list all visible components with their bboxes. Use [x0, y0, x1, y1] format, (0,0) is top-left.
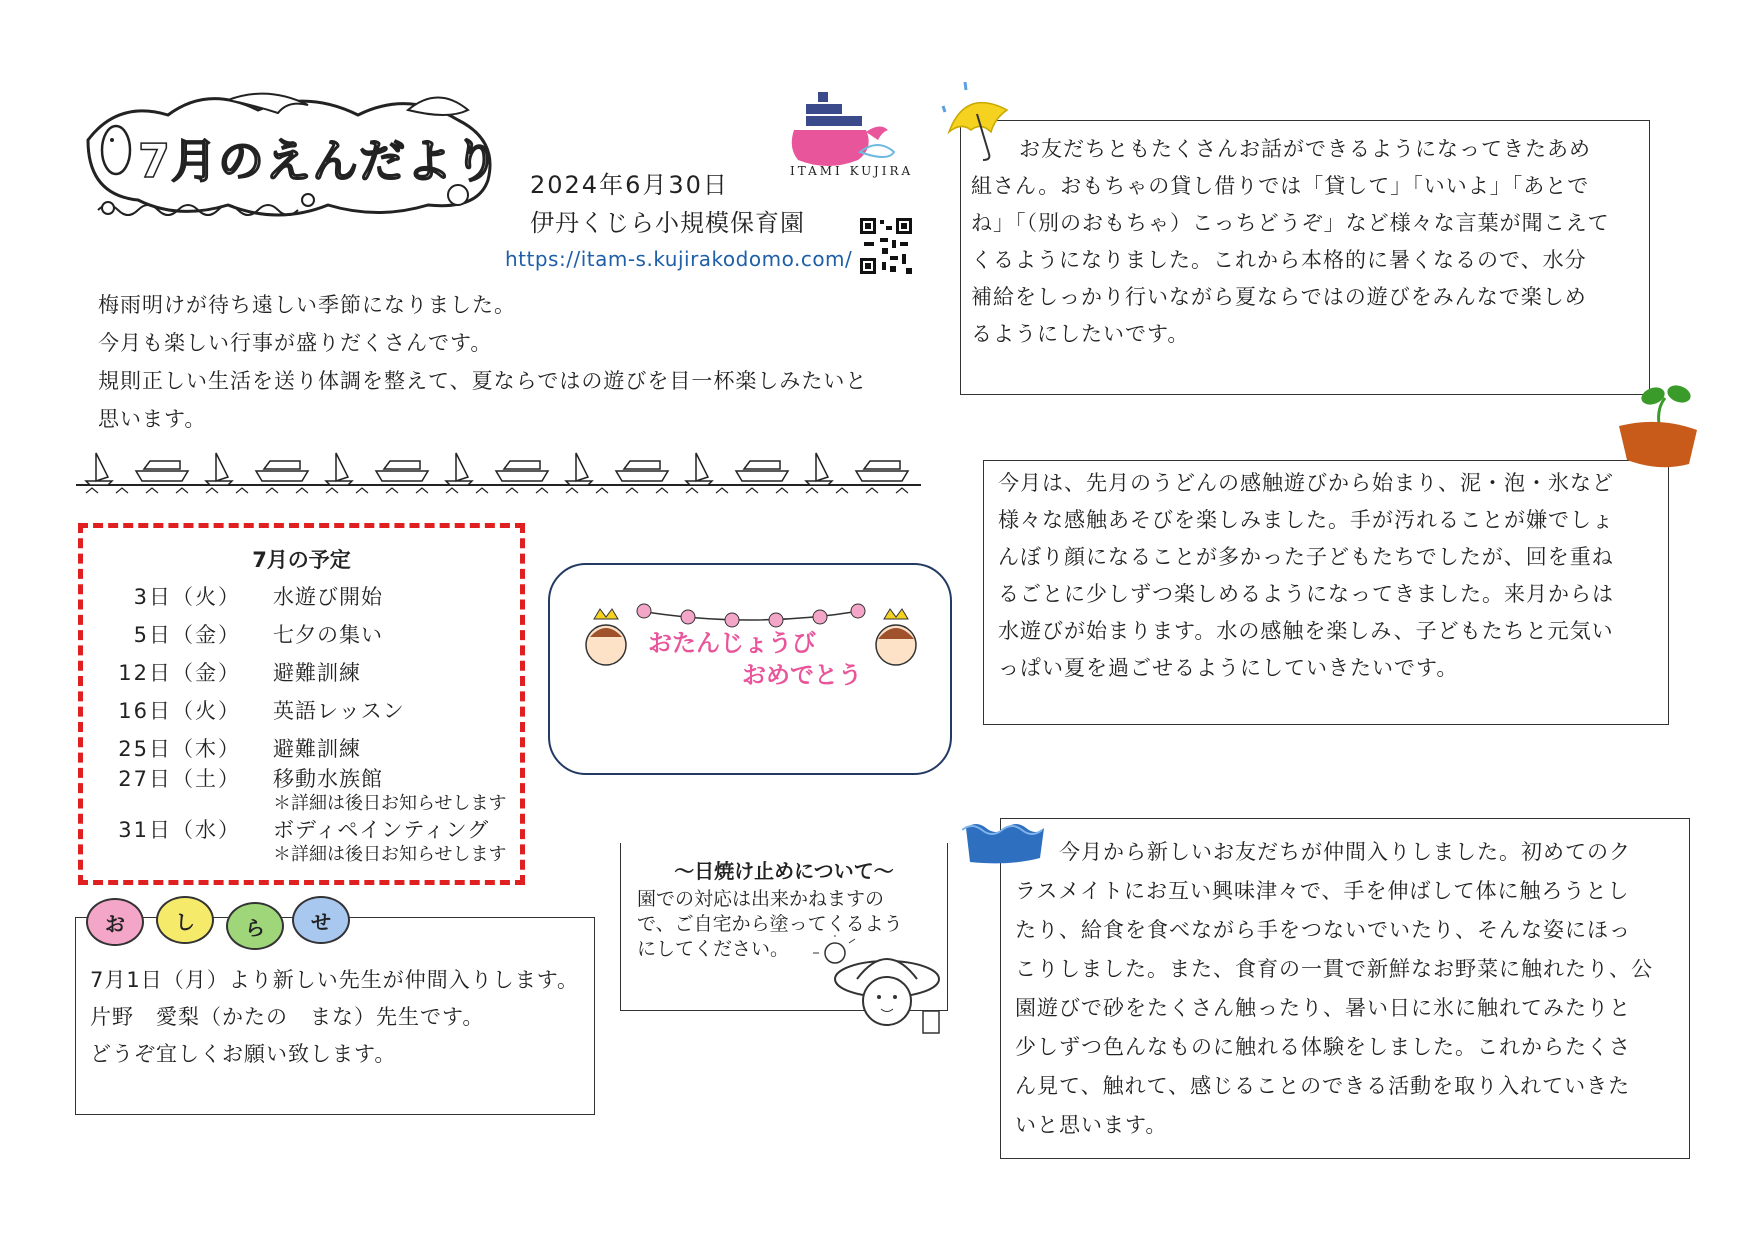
- water-wave-icon: [962, 818, 1047, 873]
- schedule-row: [103, 695, 405, 725]
- report-line: こりしました。また、食育の一貫で新鮮なお野菜に触れたり、公: [1015, 957, 1653, 981]
- schedule-event: 水遊び開始: [273, 585, 383, 609]
- sailboat-icon: [446, 453, 472, 485]
- wave-mark: [566, 488, 668, 493]
- intro-line: 梅雨明けが待ち遠しい季節になりました。: [98, 293, 516, 317]
- notice-line: どうぞ宜しくお願い致します。: [90, 1042, 397, 1066]
- schedule-date: 3日（火）: [133, 585, 241, 609]
- report-line: 様々な感触あそびを楽しみました。手が汚れることが嫌でしょ: [998, 508, 1614, 532]
- birthday-box: [548, 563, 952, 775]
- wave-mark: [206, 488, 308, 493]
- schedule-date: 27日（土）: [118, 767, 241, 791]
- schedule-row: [103, 581, 383, 611]
- report-line: いと思います。: [1015, 1113, 1168, 1137]
- report-line: るようにしたいです。: [971, 322, 1190, 346]
- qr-code[interactable]: [860, 218, 912, 274]
- ship-icon: [496, 461, 548, 481]
- sprout-pot-icon: [1615, 380, 1701, 472]
- schedule-row: [103, 619, 383, 649]
- schedule-event: 避難訓練: [273, 737, 361, 761]
- ship-icon: [376, 461, 428, 481]
- wave-mark: [686, 488, 788, 493]
- schedule-date: 12日（金）: [118, 661, 241, 685]
- sunscreen-line: にしてください。: [637, 938, 790, 960]
- sailboat-icon: [86, 453, 112, 485]
- report-line: っぱい夏を過ごせるようにしていきたいです。: [998, 656, 1459, 680]
- notice-tab: せ: [292, 896, 350, 944]
- schedule-row: [103, 657, 361, 687]
- schedule-row: [103, 763, 507, 814]
- schedule-title: 7月の予定: [252, 548, 351, 572]
- itami-kujira-logo: [790, 88, 914, 188]
- report-line: 組さん。おもちゃの貸し借りでは「貸して」「いいよ」「あとで: [971, 174, 1590, 198]
- report-line: 補給をしっかり行いながら夏ならではの遊びをみんなで楽しめ: [971, 285, 1587, 309]
- notice-tab: ら: [226, 902, 284, 950]
- notice-box: [75, 917, 595, 1115]
- schedule-event: 移動水族館: [273, 767, 383, 791]
- report-text: [998, 465, 1614, 687]
- sailboat-icon: [326, 453, 352, 485]
- intro-line: 今月も楽しい行事が盛りだくさんです。: [98, 331, 493, 355]
- sunscreen-line: で、ご自宅から塗ってくるよう: [637, 913, 903, 935]
- schedule-event: 避難訓練: [273, 661, 361, 685]
- report-line: くるようになりました。これから本格的に暑くなるので、水分: [971, 248, 1587, 272]
- ship-icon: [736, 461, 788, 481]
- ship-icon: [856, 461, 908, 481]
- class-report-box-3: [1000, 818, 1690, 1159]
- schedule-event: 英語レッスン: [273, 699, 405, 723]
- wave-mark: [86, 488, 188, 493]
- sunscreen-title: 〜日焼け止めについて〜: [674, 859, 894, 883]
- intro-line: 規則正しい生活を送り体調を整えて、夏ならではの遊びを目一杯楽しみたいと: [98, 369, 868, 393]
- report-text: [971, 131, 1610, 353]
- notice-tab: お: [86, 898, 144, 946]
- intro-line: 思います。: [98, 407, 207, 431]
- ship-icon: [616, 461, 668, 481]
- class-report-box-2: [983, 460, 1669, 725]
- umbrella-icon: [935, 76, 1015, 166]
- birthday-line1: おたんじょうび: [648, 629, 816, 657]
- school-name: 伊丹くじら小規模保育園: [530, 209, 805, 237]
- notice-line: 7月1日（月）より新しい先生が仲間入りします。: [90, 968, 580, 992]
- newsletter-title: 7月のえんだより: [138, 134, 501, 188]
- ship-icon: [256, 461, 308, 481]
- schedule-date: 31日（水）: [118, 818, 241, 842]
- class-report-box-1: [960, 120, 1650, 395]
- sunscreen-line: 園での対応は出来かねますの: [637, 888, 885, 910]
- report-line: るごとに少しずつ楽しめるようになってきました。来月からは: [998, 582, 1614, 606]
- report-line: 園遊びで砂をたくさん触ったり、暑い日に氷に触れてみたりと: [1015, 996, 1631, 1020]
- child-sunhat-illustration: [805, 935, 955, 1045]
- report-line: ね」「（別のおもちゃ）こっちどうぞ」など様々な言葉が聞こえて: [971, 211, 1610, 235]
- sailboat-icon: [806, 453, 832, 485]
- schedule-note: ＊詳細は後日お知らせします: [273, 793, 507, 814]
- report-line: んぼり顔になることが多かった子どもたちでしたが、回を重ね: [998, 545, 1614, 569]
- school-url-link[interactable]: https://itam-s.kujirakodomo.com/: [505, 247, 853, 271]
- intro-text: [98, 286, 867, 438]
- schedule-note: ＊詳細は後日お知らせします: [273, 844, 507, 865]
- schedule-date: 16日（火）: [118, 699, 241, 723]
- birthday-line2: おめでとう: [742, 661, 862, 689]
- notice-line: 片野 愛梨（かたの まな）先生です。: [90, 1005, 485, 1029]
- notice-tab: し: [156, 896, 214, 944]
- report-line: 今月から新しいお友だちが仲間入りしました。初めてのク: [1059, 840, 1631, 864]
- report-line: お友だちともたくさんお話ができるようになってきたあめ: [1019, 137, 1591, 161]
- schedule-event: ボディペインティング: [273, 818, 490, 842]
- report-line: ラスメイトにお互い興味津々で、手を伸ばして体に触ろうとし: [1015, 879, 1630, 903]
- schedule-event: 七夕の集い: [273, 623, 383, 647]
- report-line: ん見て、触れて、感じることのできる活動を取り入れていきた: [1015, 1074, 1631, 1098]
- schedule-row: [103, 814, 507, 865]
- title-banner: [78, 80, 508, 230]
- report-text: [1015, 833, 1653, 1145]
- report-line: 今月は、先月のうどんの感触遊びから始まり、泥・泡・氷など: [998, 471, 1614, 495]
- schedule-date: 25日（木）: [118, 737, 241, 761]
- issue-date: 2024年6月30日: [530, 171, 729, 199]
- schedule-date: 5日（金）: [133, 623, 241, 647]
- sailboat-icon: [566, 453, 592, 485]
- wave-mark: [446, 488, 548, 493]
- wave-mark: [326, 488, 428, 493]
- report-line: 少しずつ色んなものに触れる体験をしました。これからたくさ: [1015, 1035, 1631, 1059]
- boat-divider: [76, 445, 921, 497]
- schedule-box: [78, 523, 525, 885]
- report-line: たり、給食を食べながら手をつないでいたり、そんな姿にほっ: [1015, 918, 1631, 942]
- report-line: 水遊びが始まります。水の感触を楽しみ、子どもたちと元気い: [998, 619, 1614, 643]
- ship-icon: [136, 461, 188, 481]
- logo-text: ITAMI KUJIRA: [790, 164, 914, 178]
- wave-mark: [806, 488, 908, 493]
- schedule-row: [103, 733, 361, 763]
- sailboat-icon: [686, 453, 712, 485]
- notice-text: [90, 962, 579, 1073]
- sailboat-icon: [206, 453, 232, 485]
